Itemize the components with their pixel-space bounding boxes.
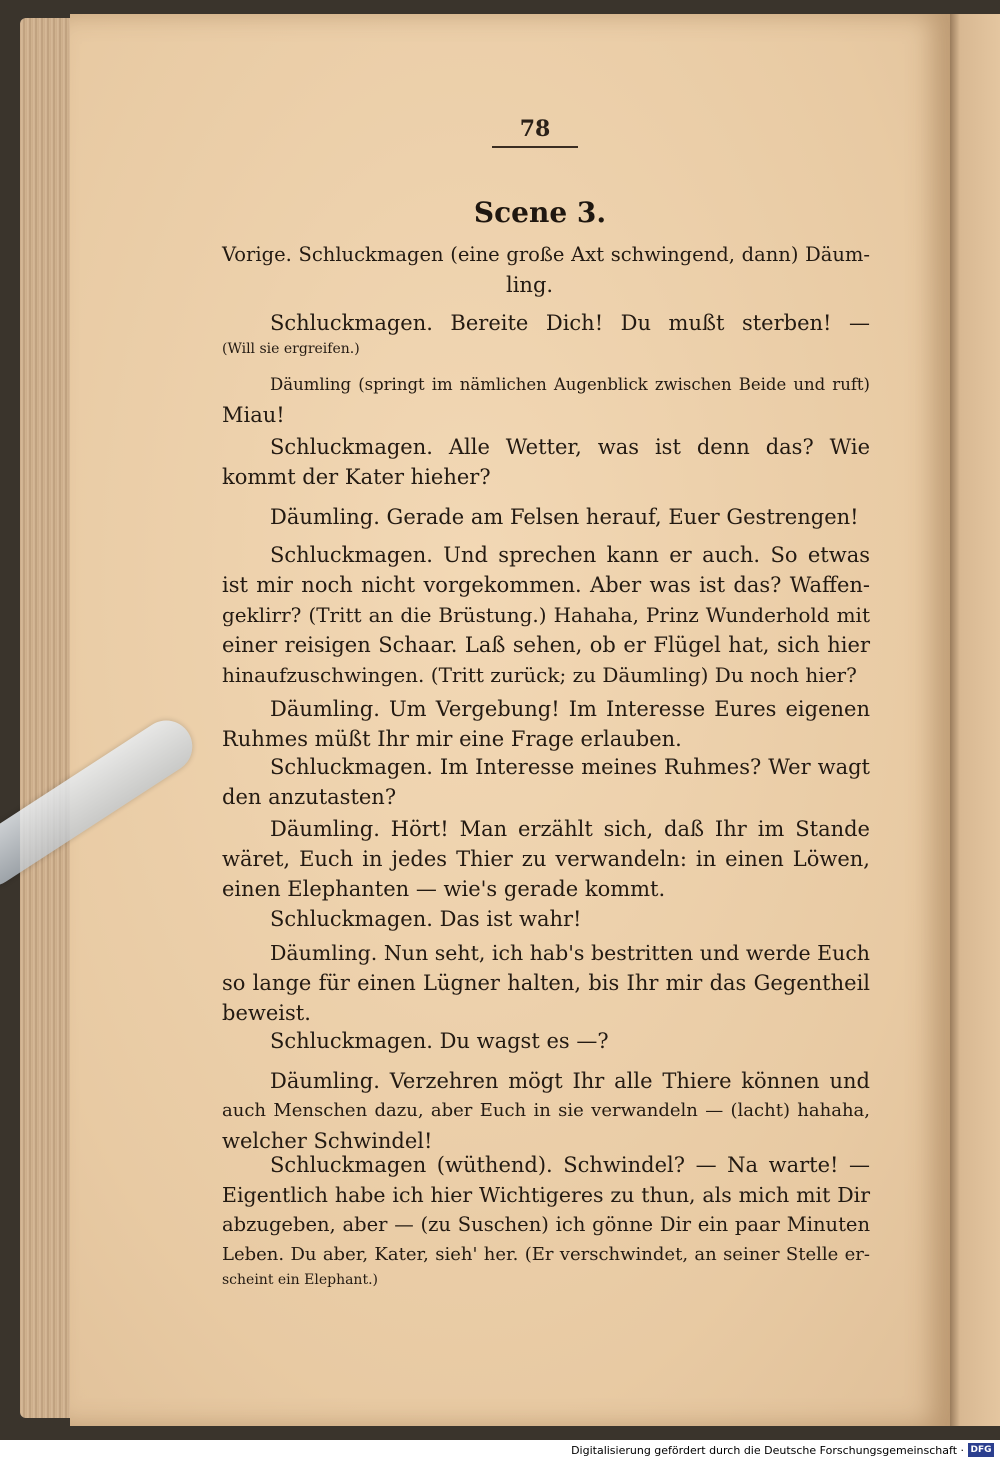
text-line: Leben. Du aber, Kater, sieh' her. (Er verschwindet, an seiner Stelle er- [222, 1244, 870, 1265]
text-line: Schluckmagen. Alle Wetter, was ist denn das? Wie [270, 435, 870, 459]
dialogue-paragraph [222, 814, 870, 904]
text-line: Däumling. Hört! Man erzählt sich, daß Ihr im Stande [270, 817, 870, 841]
dialogue-paragraph [222, 904, 870, 934]
dialogue-paragraph [222, 752, 870, 812]
text-line: Ruhmes müßt Ihr mir eine Frage erlauben. [222, 727, 682, 751]
page-number: 78 [519, 116, 551, 142]
text-line: Schluckmagen. Bereite Dich! Du mußt sterben! — [270, 311, 870, 335]
dialogue-paragraph [222, 1026, 870, 1056]
text-line: den anzutasten? [222, 785, 397, 809]
text-line: Schluckmagen. Im Interesse meines Ruhmes? Wer wagt [270, 755, 870, 779]
text-line: einer reisigen Schaar. Laß sehen, ob er Flügel hat, sich hier [222, 633, 870, 657]
text-line: kommt der Kater hieher? [222, 465, 491, 489]
text-line: Schluckmagen (wüthend). Schwindel? — Na warte! — [270, 1153, 870, 1177]
text-line: ling. [506, 273, 554, 297]
text-line: Vorige. Schluckmagen (eine große Axt schwingend, dann) Däum- [222, 243, 870, 266]
text-line: so lange für einen Lügner halten, bis Ihr mir das Gegentheil [222, 971, 870, 995]
dialogue-paragraph [222, 308, 870, 360]
text-line: Däumling. Um Vergebung! Im Interesse Eures eigenen [270, 697, 870, 721]
text-line: ist mir noch nicht vorgekommen. Aber was ist das? Waffen- [222, 573, 870, 597]
dialogue-paragraph [222, 1066, 870, 1156]
dialogue-paragraph [222, 694, 870, 754]
text-line: abzugeben, aber — (zu Suschen) ich gönne Dir ein paar Minuten [222, 1213, 870, 1236]
footer-bar [0, 1440, 1000, 1461]
text-line: auch Menschen dazu, aber Euch in sie verwandeln — (lacht) hahaha, [222, 1100, 870, 1121]
dialogue-paragraph [222, 502, 870, 532]
text-line: Miau! [222, 403, 285, 427]
text-line: Däumling (springt im nämlichen Augenblick zwischen Beide und ruft) [270, 375, 870, 394]
text-line: Däumling. Gerade am Felsen herauf, Euer Gestrengen! [270, 505, 859, 529]
dialogue-paragraph [222, 432, 870, 492]
stage-direction: scheint ein Elephant.) [222, 1272, 378, 1288]
page-number-rule [492, 146, 578, 148]
text-line: geklirr? (Tritt an die Brüstung.) Hahaha, Prinz Wunderhold mit [222, 603, 870, 627]
dialogue-paragraph [222, 1150, 870, 1290]
dfg-logo-icon: DFG [968, 1443, 994, 1457]
text-line: Eigentlich habe ich hier Wichtigeres zu thun, als mich mit Dir [222, 1183, 870, 1207]
text-line: Schluckmagen. Du wagst es —? [270, 1029, 609, 1053]
text-line: einen Elephanten — wie's gerade kommt. [222, 877, 666, 901]
text-line: Däumling. Nun seht, ich hab's bestritten und werde Euch [270, 941, 870, 965]
footer-credit: Digitalisierung gefördert durch die Deutsche Forschungsgemeinschaft · [571, 1444, 964, 1457]
dialogue-paragraph [222, 540, 870, 690]
dialogue-paragraph [222, 370, 870, 430]
text-line: welcher Schwindel! [222, 1129, 433, 1153]
stage-direction: (Will sie ergreifen.) [222, 341, 360, 357]
facing-page-edge [950, 14, 1000, 1426]
text-line: Däumling. Verzehren mögt Ihr alle Thiere können und [270, 1069, 870, 1093]
text-line: Schluckmagen. Und sprechen kann er auch. So etwas [270, 543, 870, 567]
scene-title: Scene 3. [473, 196, 607, 229]
stage-direction-block [222, 240, 870, 300]
text-line: hinaufzuschwingen. (Tritt zurück; zu Däumling) Du noch hier? [222, 663, 857, 687]
text-line: Schluckmagen. Das ist wahr! [270, 907, 582, 931]
text-line: beweist. [222, 1001, 311, 1025]
dialogue-paragraph [222, 938, 870, 1028]
text-line: wäret, Euch in jedes Thier zu verwandeln: in einen Löwen, [222, 847, 870, 871]
